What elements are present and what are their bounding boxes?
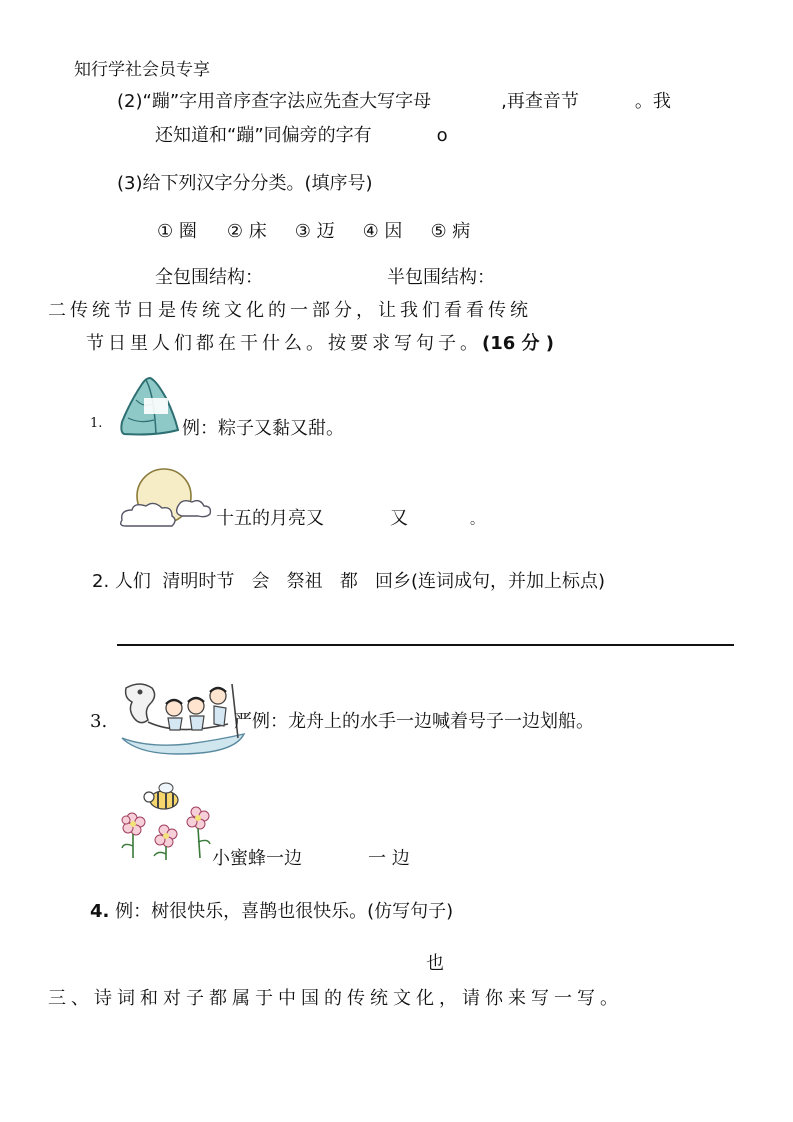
- q3-option-3: ③ 迈: [294, 221, 335, 242]
- q3-option-2: ② 床: [226, 221, 267, 242]
- q2-text-b: ,再查音节: [501, 91, 579, 112]
- item3-prompt-b: 一 边: [368, 848, 410, 869]
- item1-prompt-b: 又: [390, 508, 408, 529]
- q2-text-e: o: [436, 125, 448, 146]
- item3-example: 严例：龙舟上的水手一边喊着号子一边划船。: [234, 711, 594, 732]
- item4-line: [90, 901, 453, 923]
- q3-half-enclosure-label: 半包围结构：: [387, 267, 495, 288]
- section2-title-line1: 二传统节日是传统文化的一部分，让我们看看传统: [48, 300, 532, 321]
- section2-score: (16 分 ): [482, 333, 555, 354]
- q3-option-4: ④ 因: [362, 221, 403, 242]
- q3-option-1: ① 圈: [157, 221, 197, 242]
- section3-title: 三、诗词和对子都属于中国的传统文化，请你来写一写。: [48, 988, 623, 1009]
- moon-cloud-icon: [116, 466, 216, 532]
- zongzi-icon: [116, 374, 182, 438]
- section2-title-line2: [86, 333, 554, 355]
- q2-text-d: 还知道和“蹦”同偏旁的字有: [155, 125, 372, 146]
- item1-prompt-a: 十五的月亮又: [216, 508, 324, 529]
- section2-title-text: 节日里人们都在干什么。按要求写句子。: [86, 333, 482, 354]
- item1-example: 例：粽子又黏又甜。: [182, 418, 344, 439]
- q3-full-enclosure-label: 全包围结构：: [155, 267, 263, 288]
- item3-prompt-a: 小蜜蜂一边: [212, 848, 302, 869]
- item3-number: 3.: [90, 711, 108, 732]
- q2-line2: [155, 125, 448, 147]
- q3-options: [157, 221, 470, 243]
- bee-flowers-icon: [118, 782, 216, 862]
- dragon-boat-icon: [118, 674, 248, 758]
- q3-title: (3)给下列汉字分分类。(填序号): [117, 173, 373, 194]
- item2-answer-line[interactable]: [117, 644, 734, 646]
- page-header: 知行学社会员专享: [74, 60, 210, 80]
- item4-number: 4.: [90, 901, 110, 922]
- q3-option-5: ⑤ 病: [430, 221, 471, 242]
- item1-number: 1.: [90, 416, 103, 431]
- q2-text-c: 。我: [634, 91, 671, 112]
- item3-prompt: [212, 848, 410, 870]
- q2-line1: [117, 91, 671, 113]
- q2-text-a: (2)“蹦”字用音序查字法应先查大写字母: [117, 91, 432, 112]
- item1-prompt-c: 。: [470, 512, 484, 528]
- item2-text: 2. 人们 清明时节 会 祭祖 都 回乡(连词成句，并加上标点): [92, 571, 606, 592]
- item4-answer-word: 也: [426, 953, 444, 974]
- item1-prompt: [216, 508, 484, 530]
- item4-text: 例：树很快乐，喜鹊也很快乐。(仿写句子): [115, 901, 454, 922]
